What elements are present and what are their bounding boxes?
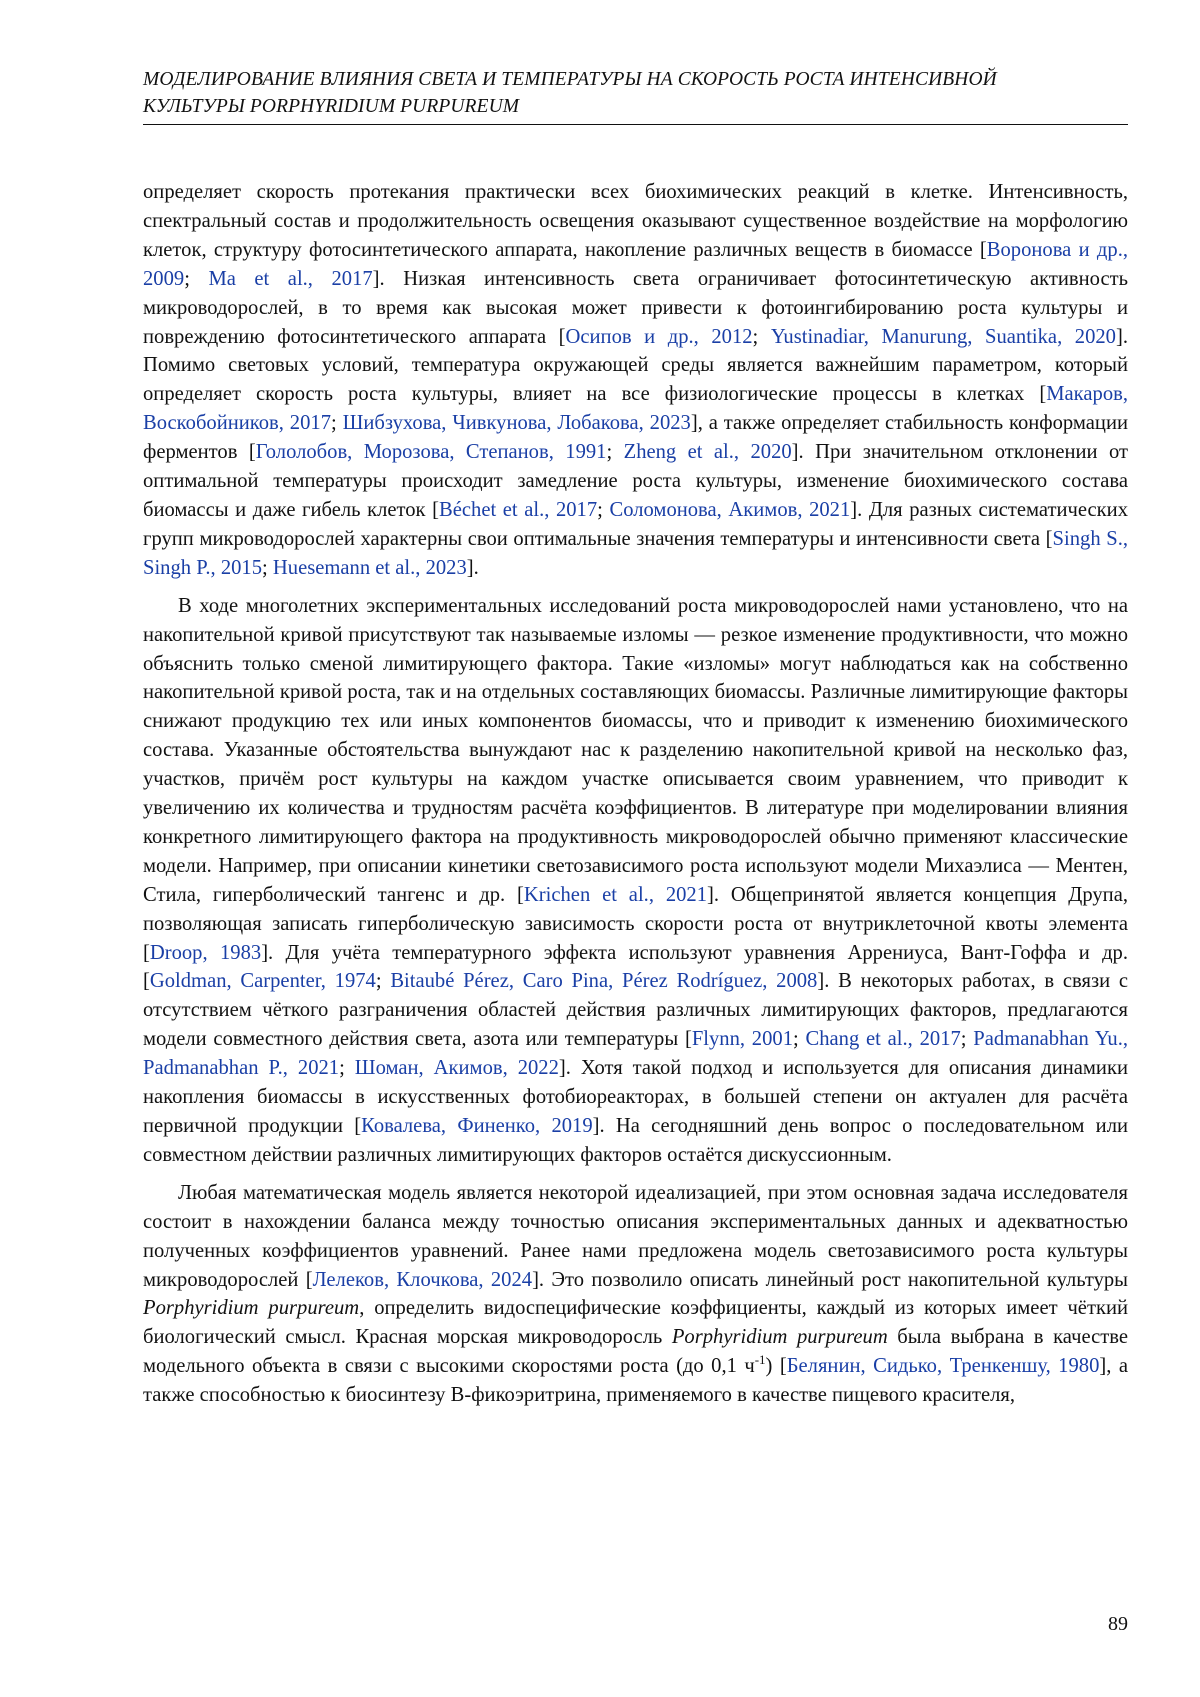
citation-link[interactable]: Huesemann et al., 2023 [272,556,467,579]
text-run: ; [262,556,273,579]
text-run: Любая математическая модель является некоторой идеализацией, при этом основная задача исследователя состоит в нахождении баланса между точностью описания экспериментальных данных и адекватностью полученных коэффициентов уравнений. Ранее нами предложена модель светозависимого роста культуры микроводорослей [ [143,1181,1128,1291]
text-run: ; [184,267,209,290]
text-run: ; [339,1057,355,1080]
exponent: -1 [754,1352,766,1368]
citation-link[interactable]: Воронова и др., 2009 [143,238,1128,290]
citation-link[interactable]: Шибзухова, Чивкунова, Лобакова, 2023 [342,412,691,435]
species-name: Porphyridium purpureum [143,1297,360,1320]
citation-link[interactable]: Krichen et al., 2021 [523,883,708,906]
paragraph-1 [143,178,1128,583]
citation-link[interactable]: Ma et al., 2017 [208,267,373,290]
paragraph-2 [143,592,1128,1170]
text-run: ]. Общепринятой является концепция Друпа, позволяющая записать гиперболическую зависимость скорости роста от внутриклеточной квоты элемента [ [143,883,1128,964]
citation-link[interactable]: Yustinadiar, Manurung, Suantika, 2020 [770,325,1116,348]
running-head-line-2: КУЛЬТУРЫ PORPHYRIDIUM PURPUREUM [143,96,520,117]
citation-link[interactable]: Singh S., Singh P., 2015 [143,527,1128,579]
citation-link[interactable]: Bitaubé Pérez, Caro Pina, Pérez Rodríguez, 2008 [390,970,818,993]
text-run: ; [330,412,343,435]
text-run: ; [606,441,624,464]
citation-link[interactable]: Шоман, Акимов, 2022 [354,1057,559,1080]
citation-link[interactable]: Соломонова, Акимов, 2021 [609,498,851,521]
citation-link[interactable]: Zheng et al., 2020 [623,441,792,464]
text-run: определяет скорость протекания практически всех биохимических реакций в клетке. Интенсивность, спектральный состав и продолжительность освещения оказывают существенное воздействие на морфологию клеток, структуру фотосинтетического аппарата, накопление различных веществ в биомассе [ [143,181,1128,261]
species-name: Porphyridium purpureum [671,1326,888,1349]
text-run: ]. Низкая интенсивность света ограничивает фотосинтетическую активность микроводорослей, в то время как высокая может привести к фотоингибированию роста культуры и повреждению фотосинтетического аппарата [ [143,267,1128,348]
citation-link[interactable]: Goldman, Carpenter, 1974 [149,970,376,993]
citation-link[interactable]: Droop, 1983 [149,941,262,964]
citation-link[interactable]: Осипов и др., 2012 [565,325,753,348]
text-run: ; [960,1028,974,1051]
text-run: ]. В некоторых работах, в связи с отсутствием чёткого разграничения областей действия различных лимитирующих факторов, предлагаются модели совместного действия света, азота или температуры [ [143,970,1128,1051]
citation-link[interactable]: Béchet et al., 2017 [439,498,598,521]
article-body [143,178,1128,1410]
citation-link[interactable]: Flynn, 2001 [691,1028,793,1051]
text-run: ]. При значительном отклонении от оптимальной температуры происходит замедление роста культуры, изменение биохимического состава биомассы и даже гибель клеток [ [143,441,1128,521]
text-run: ], а также способностью к биосинтезу В-фикоэритрина, применяемого в качестве пищевого красителя, [143,1355,1128,1407]
citation-link[interactable]: Ковалева, Финенко, 2019 [361,1115,593,1137]
citation-link[interactable]: Гололобов, Морозова, Степанов, 1991 [255,441,607,464]
text-run: была выбрана в качестве модельного объекта в связи с высокими скоростями роста (до 0,1 ч [143,1326,1129,1378]
running-head-line-1: МОДЕЛИРОВАНИЕ ВЛИЯНИЯ СВЕТА И ТЕМПЕРАТУРЫ НА СКОРОСТЬ РОСТА ИНТЕНСИВНОЙ [143,69,997,90]
citation-link[interactable]: Лелеков, Клочкова, 2024 [312,1268,533,1291]
paragraph-3 [143,1179,1128,1410]
text-run: ) [ [765,1355,787,1378]
text-run: ; [793,1028,806,1051]
text-run: , определить видоспецифические коэффициенты, каждый из которых имеет чёткий биологический смысл. Красная морская микроводоросль [143,1297,1128,1349]
text-run: ; [752,325,771,348]
text-run: ]. [466,556,479,579]
text-run: ; [597,498,610,521]
running-head [143,66,1128,120]
text-run: ]. Это позволило описать линейный рост накопительной культуры [532,1268,1129,1291]
citation-link[interactable]: Chang et al., 2017 [805,1028,961,1051]
text-run: ]. Для учёта температурного эффекта используют уравнения Аррениуса, Вант-Гоффа и др. [ [143,941,1128,993]
text-run: В ходе многолетних экспериментальных исследований роста микроводорослей нами установлено, что на накопительной кривой присутствуют так называемые изломы — резкое изменение продуктивности, что можно объяснить только сменой лимитирующего фактора. Такие «изломы» могут наблюдаться как на собственно накопительной кривой роста, так и на отдельных составляющих биомассы. Различные лимитирующие факторы снижают продукцию тех или иных компонентов биомассы, что и приводит к изменению биохимического состава. Указанные обстоятельства вынуждают нас к разделению накопительной кривой на несколько фаз, участков, причём рост культуры на каждом участке описывается своим уравнением, что приводит к увеличению их количества и трудностям расчёта коэффициентов. В литературе при моделировании влияния конкретного лимитирующего фактора на продуктивность микроводорослей обычно применяют классические модели. Например, при описании кинетики светозависимого роста используют модели Михаэлиса — Ментен, Стила, гиперболический тангенс и др. [ [143,594,1128,906]
text-run: ; [375,970,391,993]
header-rule [143,124,1128,125]
citation-link[interactable]: Padmanabhan Yu., Padmanabhan P., 2021 [143,1028,1129,1080]
text-run: ]. На сегодняшний день вопрос о последовательном или совместном действии различных лимитирующих факторов остаётся дискуссионным. [143,1115,1128,1166]
text-run: ]. Хотя такой подход и используется для описания динамики накопления биомассы в искусственных фотобиореакторах, в большей степени он актуален для расчёта первичной продукции [ [143,1057,1128,1137]
citation-link[interactable]: Белянин, Сидько, Тренкеншу, 1980 [786,1355,1100,1378]
citation-link[interactable]: Макаров, Воскобойников, 2017 [143,383,1128,435]
text-run: ]. Помимо световых условий, температура окружающей среды является важнейшим параметром, который определяет скорость роста культуры, влияет на все физиологические процессы в клетках [ [143,325,1128,406]
page-number: 89 [1108,1613,1128,1635]
text-run: ]. Для разных систематических групп микроводорослей характерны свои оптимальные значения температуры и интенсивности света [ [143,498,1128,550]
text-run: ], а также определяет стабильность конформации ферментов [ [143,412,1128,464]
